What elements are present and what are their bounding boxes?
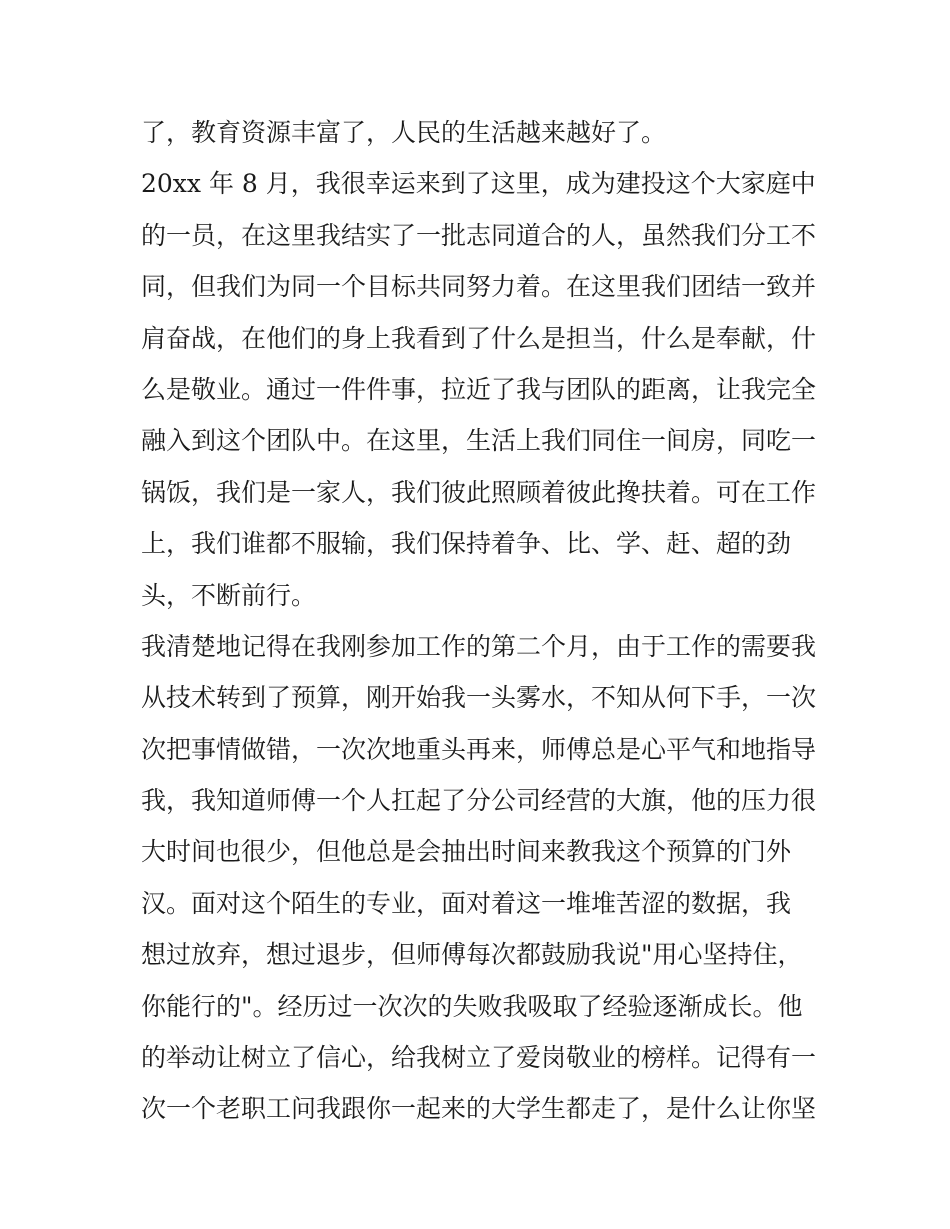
text-line: 的一员，在这里我结实了一批志同道合的人，虽然我们分工不 <box>141 220 817 250</box>
text-line: 次一个老职工问我跟你一起来的大学生都走了，是什么让你坚 <box>141 1094 817 1124</box>
text-line: 上，我们谁都不服输，我们保持着争、比、学、赶、超的劲 <box>141 529 792 559</box>
text-line: 融入到这个团队中。在这里，生活上我们同住一间房，同吃一 <box>141 426 817 456</box>
text-line: 我清楚地记得在我刚参加工作的第二个月，由于工作的需要我 <box>141 631 817 661</box>
text-line: 20xx 年 8 月，我很幸运来到了这里，成为建投这个大家庭中 <box>141 169 816 199</box>
text-line: 么是敬业。通过一件件事，拉近了我与团队的距离，让我完全 <box>141 374 817 404</box>
text-line: 的举动让树立了信心，给我树立了爱岗敬业的榜样。记得有一 <box>141 1043 817 1073</box>
text-line: 同，但我们为同一个目标共同努力着。在这里我们团结一致并 <box>141 272 817 302</box>
text-line: 肩奋战，在他们的身上我看到了什么是担当，什么是奉献，什 <box>141 323 817 353</box>
text-line: 我，我知道师傅一个人扛起了分公司经营的大旗，他的压力很 <box>141 786 817 816</box>
text-line: 大时间也很少，但他总是会抽出时间来教我这个预算的门外 <box>141 837 792 867</box>
text-line: 次把事情做错，一次次地重头再来，师傅总是心平气和地指导 <box>141 734 817 764</box>
body-text <box>141 107 821 1135</box>
text-line: 想过放弃，想过退步，但师傅每次都鼓励我说"用心坚持住， <box>141 940 803 970</box>
text-line: 从技术转到了预算，刚开始我一头雾水，不知从何下手，一次 <box>141 683 817 713</box>
text-line: 了，教育资源丰富了，人民的生活越来越好了。 <box>141 118 667 147</box>
text-line: 头，不断前行。 <box>141 580 317 610</box>
text-line: 你能行的"。经历过一次次的失败我吸取了经验逐渐成长。他 <box>141 991 803 1021</box>
text-line: 汉。面对这个陌生的专业，面对着这一堆堆苦涩的数据，我 <box>141 888 792 918</box>
text-line: 锅饭，我们是一家人，我们彼此照顾着彼此搀扶着。可在工作 <box>141 477 817 507</box>
